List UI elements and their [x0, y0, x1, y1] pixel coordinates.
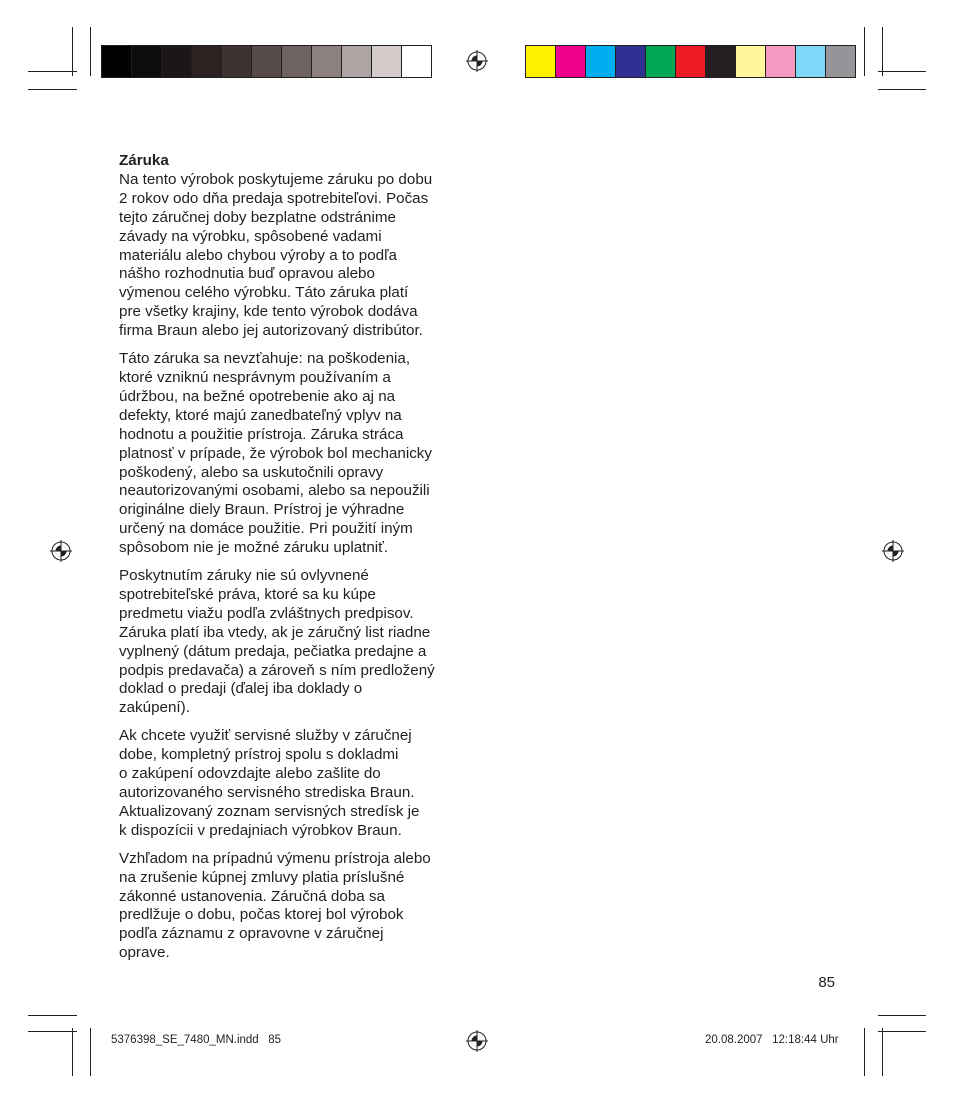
crop-mark-top-right-v [882, 27, 883, 76]
color-swatch [526, 46, 555, 77]
color-swatch [615, 46, 645, 77]
color-swatch [251, 46, 281, 77]
color-swatch [735, 46, 765, 77]
color-swatch [131, 46, 161, 77]
crop-mark-top-left-v [72, 27, 73, 76]
paragraph: Vzhľadom na prípadnú výmenu prístroja alebo na zrušenie kúpnej zmluvy platia príslušné zákonné ustanovenia. Záručná doba sa predlžuje o dobu, počas ktorej bol výrobok podľa záznamu z opravovne v záručnej oprave. [119, 849, 431, 962]
paragraph: Ak chcete využiť servisné služby v záručnej dobe, kompletný prístroj spolu s dokladmi o zakúpení odovzdajte alebo zašlite do autorizovaného servisného strediska Braun. Aktualizovaný zoznam servisných stredísk je k dispozícii v predajniach výrobkov Braun. [119, 727, 420, 839]
color-swatch [555, 46, 585, 77]
color-swatch [281, 46, 311, 77]
color-swatch [825, 46, 855, 77]
color-swatch [585, 46, 615, 77]
color-swatch [795, 46, 825, 77]
registration-target-icon [466, 50, 488, 72]
crop-mark-bottom-left-h [28, 1015, 77, 1016]
slug-file-info: 5376398_SE_7480_MN.indd 85 [111, 1034, 282, 1046]
color-swatch [341, 46, 371, 77]
crop-mark-top-right-h [878, 71, 926, 72]
crop-mark-bottom-right-v [882, 1028, 883, 1076]
color-swatch [645, 46, 675, 77]
crop-mark-bottom-right-h [878, 1015, 926, 1016]
section-heading: Záruka [119, 152, 169, 169]
crop-mark-top-right-bleed-h [878, 89, 926, 90]
paragraph: Poskytnutím záruky nie sú ovlyvnené spotrebiteľské práva, ktoré sa ku kúpe predmetu viažu podľa zvláštnych predpisov. Záruka platí iba vtedy, ak je záručný list riadne vyplnený (dátum predaja, pečiatka predajne a podpis predavača) a zároveň s ním predložený doklad o predaji (ďalej iba doklady o zakúpení). [119, 567, 435, 717]
color-swatch [161, 46, 191, 77]
crop-mark-bottom-right-bleed-h [878, 1031, 926, 1032]
crop-mark-top-left-bleed-v [90, 27, 91, 76]
color-swatch [705, 46, 735, 77]
process-color-bar [525, 45, 856, 78]
color-swatch [371, 46, 401, 77]
crop-mark-bottom-right-bleed-v [864, 1028, 865, 1076]
paragraph: Na tento výrobok poskytujeme záruku po dobu 2 rokov odo dňa predaja spotrebiteľovi. Počas tejto záručnej doby bezplatne odstránime závady na výrobku, spôsobené vadami materiálu alebo chybou výroby a to podľa nášho rozhodnutia buď opravou alebo výmenou celého výrobku. Táto záruka platí pre všetky krajiny, kde tento výrobok dodáva firma Braun alebo jej autorizovaný distribútor. [119, 170, 433, 340]
color-swatch [221, 46, 251, 77]
color-swatch [675, 46, 705, 77]
crop-mark-bottom-left-v [72, 1028, 73, 1076]
color-swatch [102, 46, 131, 77]
registration-target-icon [50, 540, 72, 562]
page-number: 85 [818, 974, 835, 991]
warranty-text-column [119, 152, 469, 972]
crop-mark-top-left-bleed-h [28, 89, 77, 90]
paragraph: Táto záruka sa nevzťahuje: na poškodenia, ktoré vzniknú nesprávnym používaním a údržbou, na bežné opotrebenie ako aj na defekty, ktoré majú zanedbateľný vplyv na hodnotu a použitie prístroja. Záruka stráca platnosť v prípade, že výrobok bol mechanicky poškodený, alebo sa uskutočnili opravy neautorizovanými osobami, alebo sa nepoužili originálne diely Braun. Prístroj je výhradne určený na domáce použitie. Pri použití iným spôsobom nie je možné záruku uplatniť. [119, 350, 432, 557]
crop-mark-top-left-h [28, 71, 77, 72]
color-swatch [401, 46, 431, 77]
slug-date-info: 20.08.2007 12:18:44 Uhr [705, 1034, 839, 1046]
color-swatch [191, 46, 221, 77]
color-swatch [765, 46, 795, 77]
registration-target-icon [466, 1030, 488, 1052]
grayscale-color-bar [101, 45, 432, 78]
crop-mark-bottom-left-bleed-v [90, 1028, 91, 1076]
crop-mark-bottom-left-bleed-h [28, 1031, 77, 1032]
registration-target-icon [882, 540, 904, 562]
color-swatch [311, 46, 341, 77]
crop-mark-top-right-bleed-v [864, 27, 865, 76]
